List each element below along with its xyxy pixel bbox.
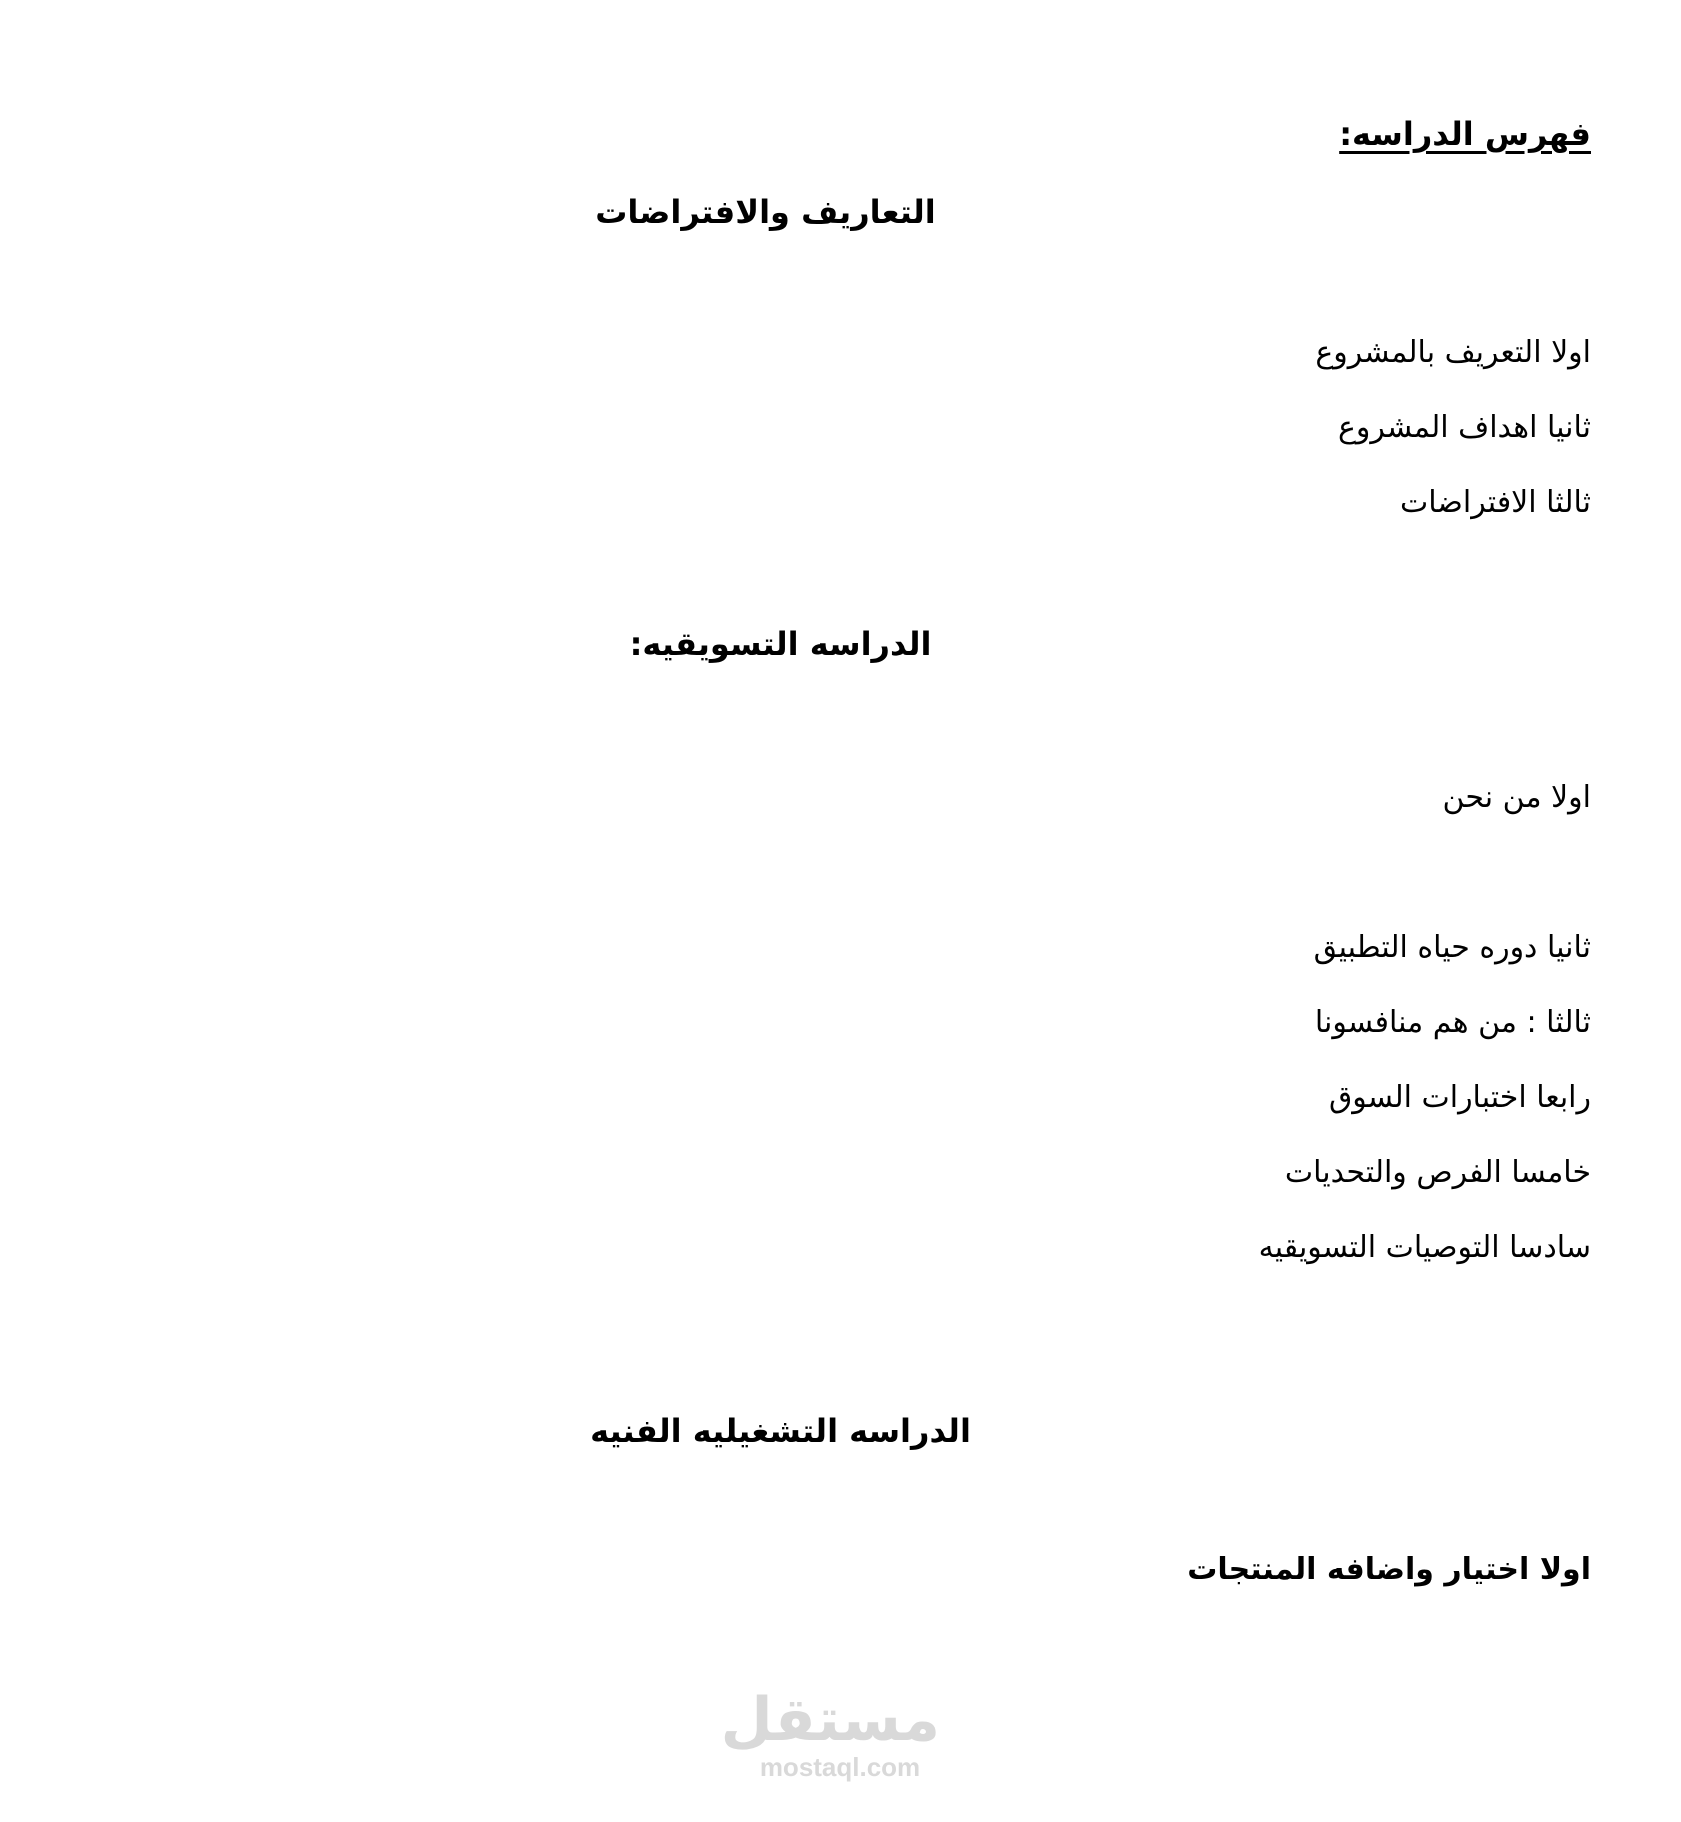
mostaql-watermark (720, 1685, 940, 1783)
section-heading-operations-text: الدراسه التشغيليه الفنيه (590, 1412, 971, 1450)
list-item: سادسا التوصيات التسويقيه (1258, 1230, 1591, 1265)
section-heading-definitions (0, 193, 1531, 231)
list-item: اولا اختيار واضافه المنتجات (1187, 1552, 1591, 1587)
list-item: ثالثا الافتراضات (1400, 485, 1591, 520)
watermark-url: mostaql.com (759, 1752, 921, 1782)
watermark-logo: مستقل (720, 1685, 940, 1755)
section-heading-marketing-text: الدراسه التسويقيه: (629, 625, 932, 663)
index-title: فهرس الدراسه: (1339, 115, 1591, 153)
section-heading-definitions-text: التعاريف والافتراضات (595, 193, 936, 231)
list-item: خامسا الفرص والتحديات (1284, 1155, 1591, 1190)
list-item: ثالثا : من هم منافسونا (1314, 1005, 1591, 1040)
list-item: اولا من نحن (1442, 780, 1591, 815)
list-item: اولا التعريف بالمشروع (1315, 335, 1591, 370)
section-heading-marketing (0, 625, 1531, 663)
list-item: رابعا اختبارات السوق (1328, 1080, 1591, 1115)
list-item: ثانيا اهداف المشروع (1338, 410, 1591, 445)
list-item: ثانيا دوره حياه التطبيق (1313, 930, 1591, 965)
section-heading-operations (0, 1412, 1531, 1450)
